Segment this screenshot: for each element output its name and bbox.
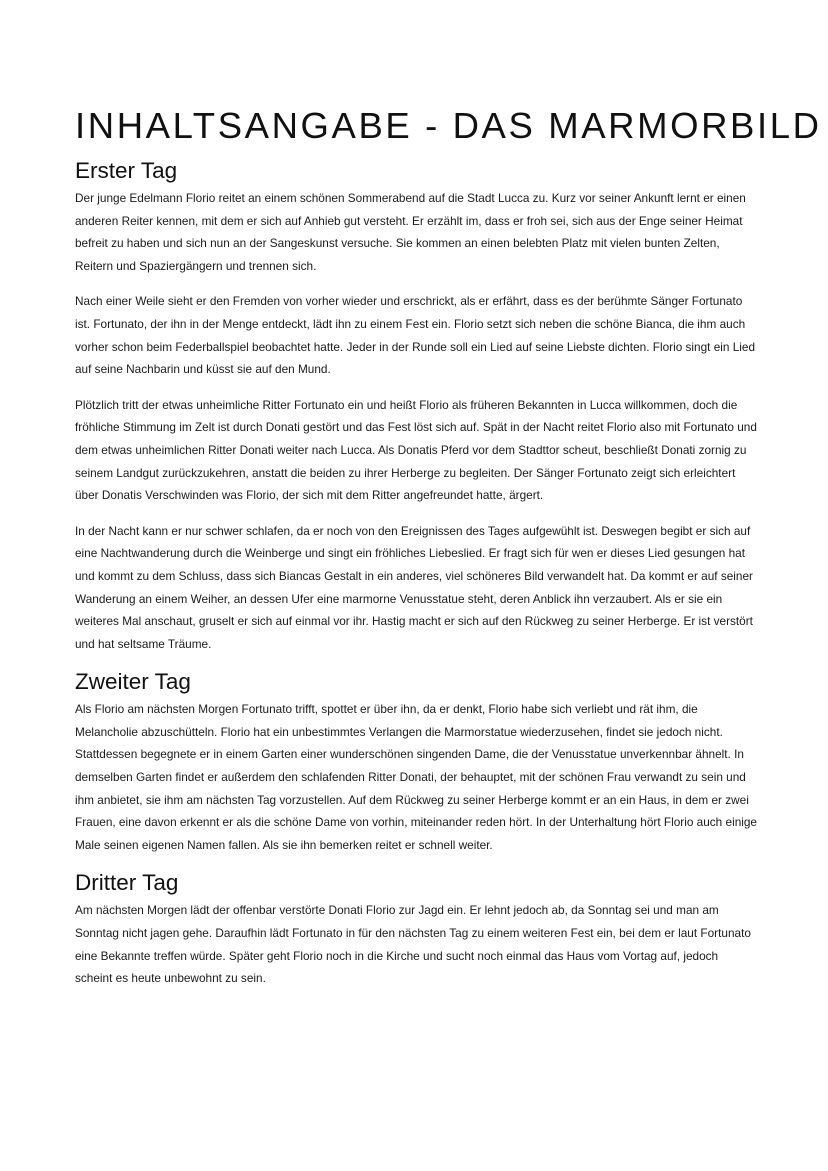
section-heading: Zweiter Tag xyxy=(75,669,191,695)
section-heading: Dritter Tag xyxy=(75,870,179,896)
section-heading: Erster Tag xyxy=(75,158,178,183)
paragraph: Am nächsten Morgen lädt der offenbar verstörte Donati Florio zur Jagd ein. Er lehnt jedoch ab, da Sonntag sei und man am Sonntag nicht jagen gehe. Daraufhin lädt Fortunato in für den nächsten Tag zu einem weiteren Fest ein, bei dem er laut Fortunato eine Bekannte treffen würde. Später geht Florio noch in die Kirche und sucht noch einmal das Haus vom Vortag auf, jedoch scheint es heute unbewohnt zu sein. xyxy=(75,903,751,986)
paragraph: In der Nacht kann er nur schwer schlafen, da er noch von den Ereignissen des Tages aufgewühlt ist. Deswegen begibt er sich auf eine Nachtwanderung durch die Weinberge und singt ein fröhliches Liebeslied. Er fragt sich für wen er dieses Lied gesungen hat und kommt zu dem Schluss, dass sich Biancas Gestalt in ein anderes, viel schöneres Bild verwandelt hat. Da kommt er auf seiner Wanderung an einem Weiher, an dessen Ufer eine marmorne Venusstatue steht, deren Anblick ihn verzaubert. Als er sie ein weiteres Mal anschaut, gruselt er sich auf einmal vor ihr. Hastig macht er sich auf den Rückweg zu seiner Herberge. Er ist verstört und hat seltsame Träume. xyxy=(75,523,753,651)
paragraph: Der junge Edelmann Florio reitet an einem schönen Sommerabend auf die Stadt Lucca zu. Kurz vor seiner Ankunft lernt er einen anderen Reiter kennen, mit dem er sich auf Anhieb gut versteht. Er erzählt im, dass er froh sei, sich aus der Enge seiner Heimat befreit zu haben und sich nun an der Sangeskunst versuche. Sie kommen an einen belebten Platz mit vielen bunten Zelten, Reitern und Spaziergängern und trennen sich. xyxy=(75,191,746,273)
section-dritter-tag xyxy=(75,870,757,989)
section-zweiter-tag xyxy=(75,669,757,856)
document-page xyxy=(75,104,822,1003)
paragraph: Nach einer Weile sieht er den Fremden von vorher wieder und erschrickt, als er erfährt, dass es der berühmte Sänger Fortunato ist. Fortunato, der ihn in der Menge entdeckt, lädt ihn zu einem Fest ein. Florio setzt sich neben die schöne Bianca, die ihm auch vorher schon beim Federballspiel beobachtet hatte. Jeder in der Runde soll ein Lied auf seine Liebste dichten. Florio singt ein Lied auf seine Nachbarin und küsst sie auf den Mund. xyxy=(75,294,756,377)
paragraph: Plötzlich tritt der etwas unheimliche Ritter Fortunato ein und heißt Florio als früheren Bekannten in Lucca willkommen, doch die fröhliche Stimmung im Zelt ist durch Donati gestört und das Fest löst sich auf. Spät in der Nacht reitet Florio also mit Fortunato und dem etwas unheimlichen Ritter Donati weiter nach Lucca. Als Donatis Pferd vor dem Stadttor scheut, beschließt Donati zornig zu seinem Landgut zurückzukehren, anstatt die beiden zu ihrer Herberge zu begleiten. Der Sänger Fortunato zeigt sich erleichtert über Donatis Verschwinden was Florio, der sich mit dem Ritter angefreundet hatte, ärgert. xyxy=(75,397,757,503)
section-erster-tag xyxy=(75,158,757,655)
document-title: INHALTSANGABE - DAS MARMORBILD xyxy=(75,105,822,146)
paragraph: Als Florio am nächsten Morgen Fortunato trifft, spottet er über ihn, da er denkt, Florio habe sich verliebt und rät ihm, die Melancholie abzuschütteln. Florio hat ein unbestimmtes Verlangen die Marmorstatue wiederzusehen, findet sie jedoch nicht. Stattdessen begegnete er in einem Garten einer wunderschönen singenden Dame, die der Venusstatue unverkennbar ähnelt. In demselben Garten findet er außerdem den schlafenden Ritter Donati, der behauptet, mit der schönen Frau verwandt zu sein und ihm anbietet, sie ihm am nächsten Tag vorzustellen. Auf dem Rückweg zu seiner Herberge kommt er an ein Haus, in dem er zwei Frauen, eine davon erkennt er als die schöne Dame von vorhin, miteinander reden hört. In der Unterhaltung hört Florio auch einige Male seinen eigenen Namen fallen. Als sie ihn bemerken reitet er schnell weiter. xyxy=(75,702,757,852)
